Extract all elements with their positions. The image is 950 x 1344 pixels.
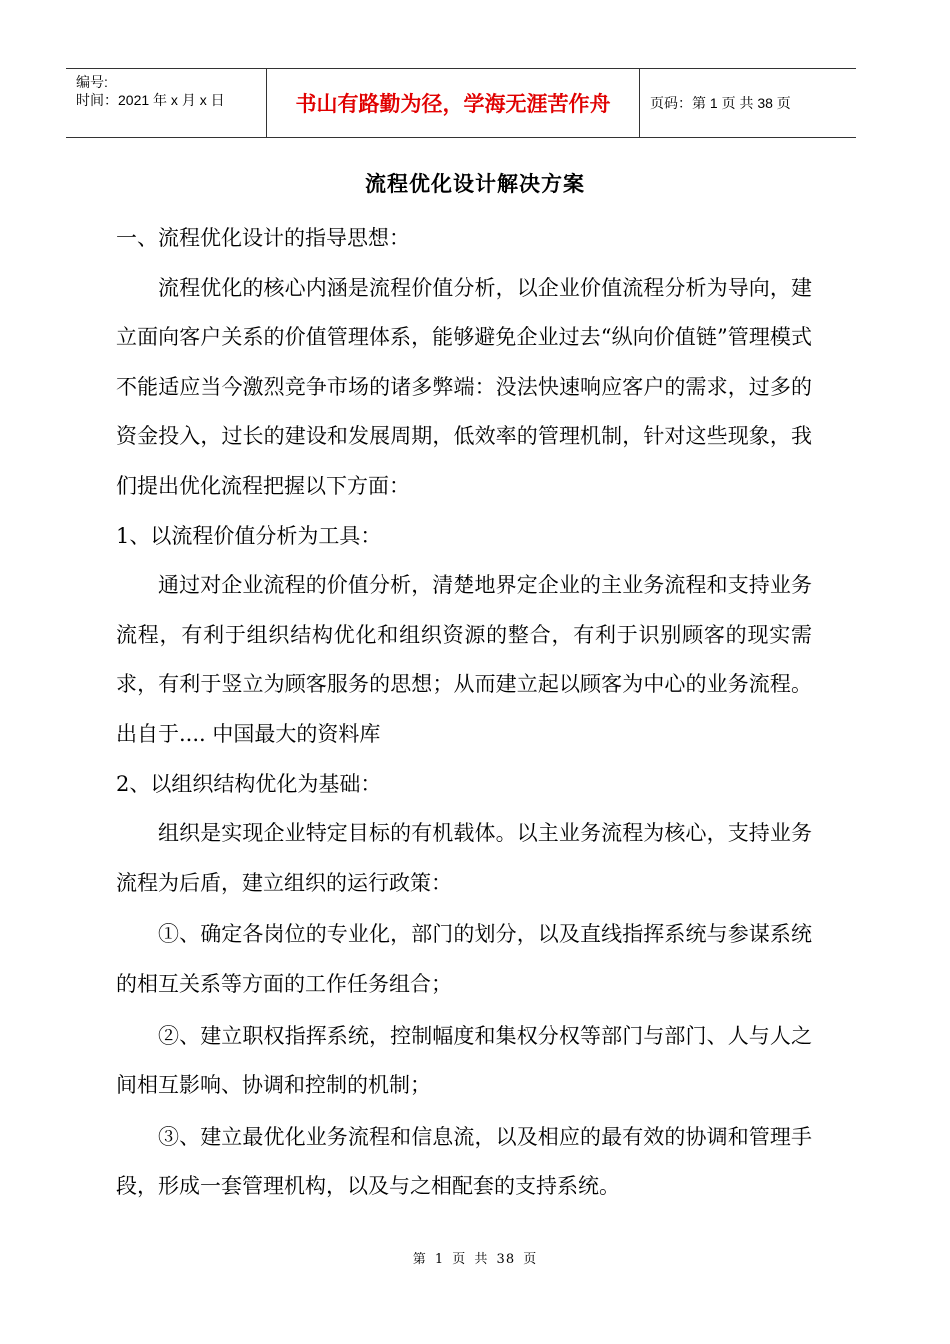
list-item: ②、建立职权指挥系统，控制幅度和集权分权等部门与部门、人与人之间相互影响、协调和控制的机制； [116,1023,812,1098]
paragraph: 组织是实现企业特定目标的有机载体。以主业务流程为核心，支持业务流程为后盾，建立组织的运行政策： [116,821,812,895]
header-page-cell [640,69,856,137]
page-label: 页码：第 1 页 共 38 页 [650,95,791,111]
page-footer: 第 1 页 共 38 页 [412,1252,538,1267]
header-motto-cell [267,69,640,137]
document-header [66,68,856,138]
motto-text: 书山有路勤为径，学海无涯苦作舟 [295,92,611,116]
paragraph: 通过对企业流程的价值分析，清楚地界定企业的主业务流程和支持业务流程，有利于组织结构优化和组织资源的整合，有利于识别顾客的现实需求，有利于竖立为顾客服务的思想；从而建立起以顾客为中心的业务流程。出自于.... 中国最大的资料库 [116,573,812,746]
subsection-heading: 2、以组织结构优化为基础： [116,771,382,796]
paragraph: 流程优化的核心内涵是流程价值分析，以企业价值流程分析为导向，建立面向客户关系的价值管理体系，能够避免企业过去“纵向价值链”管理模式不能适应当今激烈竞争市场的诸多弊端：没法快速响应客户的需求，过多的资金投入，过长的建设和发展周期，低效率的管理机制，针对这些现象，我们提出优化流程把握以下方面： [116,275,812,498]
subsection-heading: 1、以流程价值分析为工具： [116,523,382,548]
number-label: 编号: [76,74,108,90]
header-meta [66,69,267,137]
time-label: 时间：2021 年 x 月 x 日 [76,92,225,108]
list-item: ①、确定各岗位的专业化，部门的划分，以及直线指挥系统与参谋系统的相互关系等方面的工作任务组合； [116,922,812,996]
list-item: ③、建立最优化业务流程和信息流，以及相应的最有效的协调和管理手段，形成一套管理机构，以及与之相配套的支持系统。 [116,1124,812,1199]
document-title: 流程优化设计解决方案 [365,172,585,196]
section-heading: 一、流程优化设计的指导思想： [116,226,410,250]
document-body [116,214,812,1212]
